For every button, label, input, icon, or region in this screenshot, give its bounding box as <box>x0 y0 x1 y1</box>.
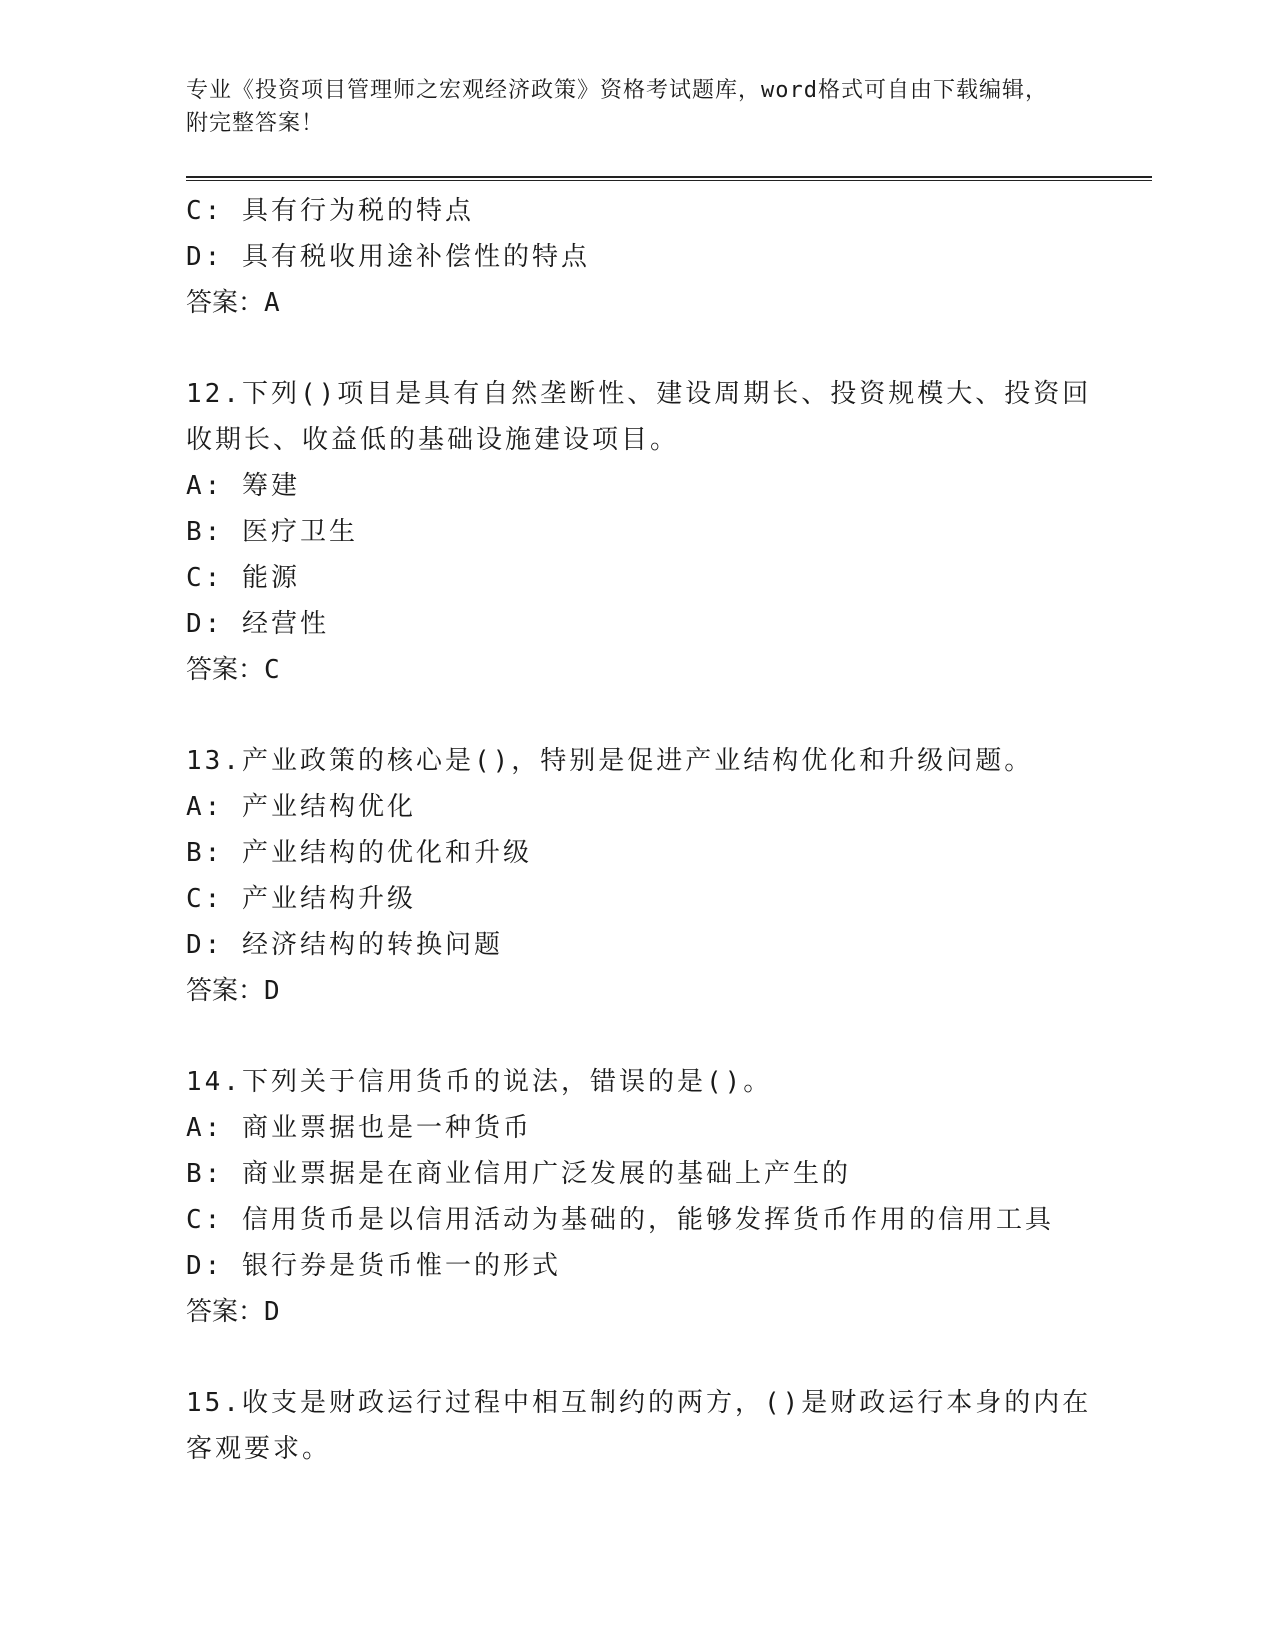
answer: 答案：D <box>186 1297 280 1327</box>
question-15 <box>186 1380 1092 1472</box>
option-c: C: 具有行为税的特点 <box>186 196 474 226</box>
question-continued <box>186 188 1086 326</box>
question-stem: 13.产业政策的核心是()，特别是促进产业结构优化和升级问题。 <box>186 746 1034 776</box>
page-header <box>186 74 1066 140</box>
option-a: A: 筹建 <box>186 471 300 501</box>
question-13 <box>186 738 1086 1014</box>
question-14 <box>186 1059 1086 1335</box>
option-b: B: 产业结构的优化和升级 <box>186 838 532 868</box>
question-stem: 15.收支是财政运行过程中相互制约的两方，()是财政运行本身的内在 <box>186 1388 1092 1418</box>
option-b: B: 医疗卫生 <box>186 517 358 547</box>
document-body <box>186 188 1092 1472</box>
option-c: C: 信用货币是以信用活动为基础的，能够发挥货币作用的信用工具 <box>186 1205 1054 1235</box>
option-c: C: 能源 <box>186 563 300 593</box>
question-stem-continued: 收期长、收益低的基础设施建设项目。 <box>186 425 680 455</box>
option-d: D: 具有税收用途补偿性的特点 <box>186 242 590 272</box>
answer: 答案：D <box>186 976 280 1006</box>
question-stem: 14.下列关于信用货币的说法，错误的是()。 <box>186 1067 773 1097</box>
option-a: A: 产业结构优化 <box>186 792 416 822</box>
answer: 答案：C <box>186 655 280 685</box>
question-12 <box>186 371 1092 693</box>
answer: 答案：A <box>186 288 280 318</box>
option-d: D: 银行券是货币惟一的形式 <box>186 1251 561 1281</box>
option-d: D: 经济结构的转换问题 <box>186 930 503 960</box>
header-text: 专业《投资项目管理师之宏观经济政策》资格考试题库，word格式可自由下载编辑，附完整答案！ <box>186 78 1048 136</box>
option-a: A: 商业票据也是一种货币 <box>186 1113 532 1143</box>
option-b: B: 商业票据是在商业信用广泛发展的基础上产生的 <box>186 1159 851 1189</box>
question-stem-continued: 客观要求。 <box>186 1434 332 1464</box>
option-c: C: 产业结构升级 <box>186 884 416 914</box>
header-divider <box>186 176 1152 181</box>
option-d: D: 经营性 <box>186 609 329 639</box>
question-stem: 12.下列()项目是具有自然垄断性、建设周期长、投资规模大、投资回 <box>186 379 1092 409</box>
